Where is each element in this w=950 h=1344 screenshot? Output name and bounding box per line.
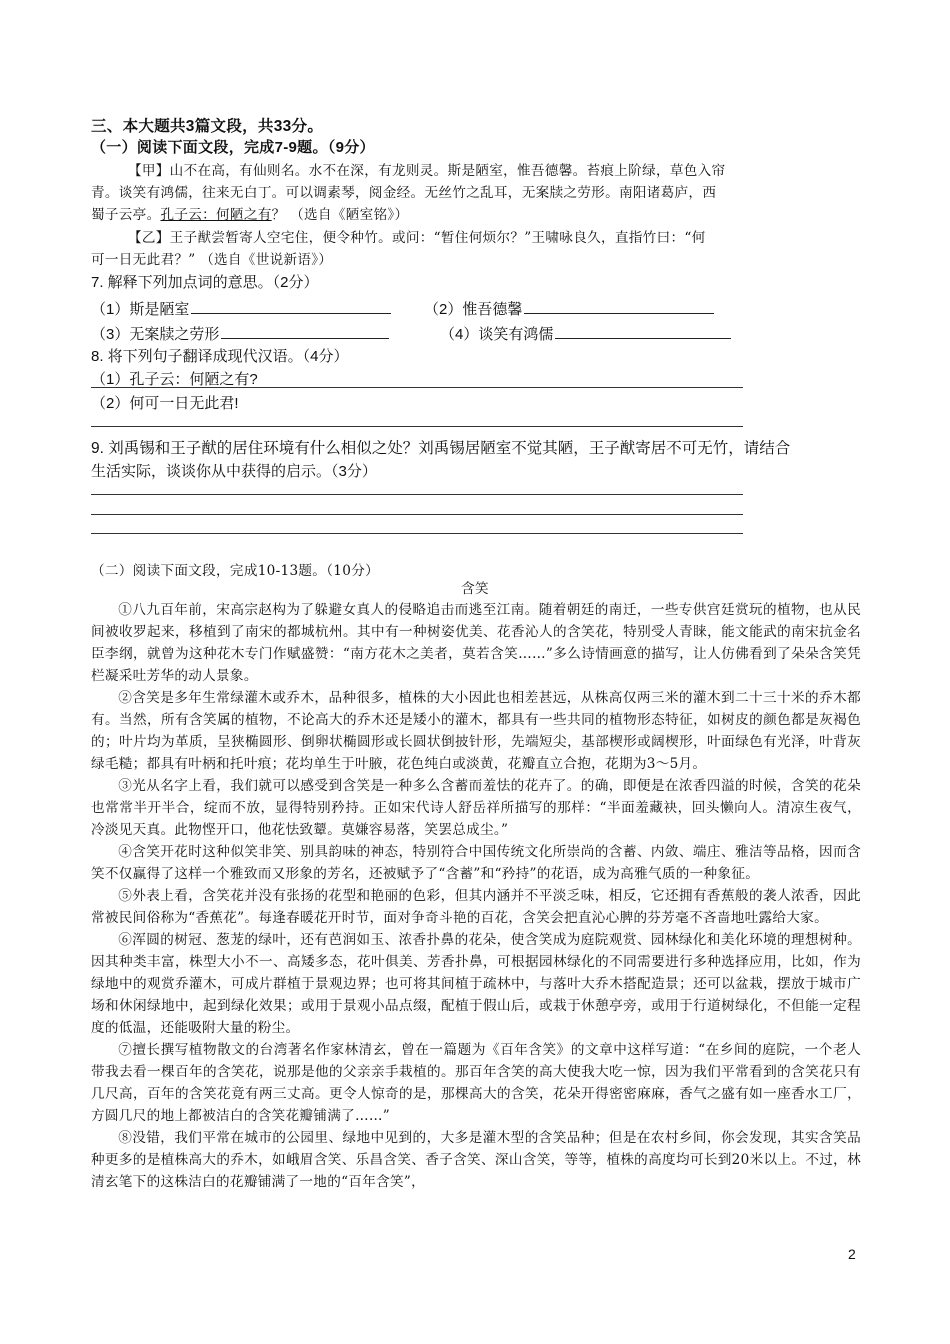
q7-stem: 7. 解释下列加点词的意思。（2分） [91, 274, 319, 291]
essay-paragraph: ⑤外表上看，含笑花并没有张扬的花型和艳丽的色彩，但其内涵并不平淡乏味，相反，它还拥有香蕉般的袭人浓香，因此常被民间俗称为“香蕉花”。每逢春暖花开时节，面对争奇斗艳的百花，含笑会把直沁心脾的芬芳毫不吝啬地吐露给大家。 [91, 888, 861, 926]
q7-item-1 [91, 297, 391, 321]
q7-item-4-label: （4）谈笑有鸿儒 [440, 326, 554, 343]
answer-line[interactable] [91, 533, 743, 534]
page-number: 2 [848, 1246, 856, 1262]
part2-title: （二）阅读下面文段，完成10-13题。（10分） [91, 563, 379, 579]
answer-line[interactable] [91, 514, 743, 515]
jia-line-1: 【甲】山不在高，有仙则名。水不在深，有龙则灵。斯是陋室，惟吾德馨。苔痕上阶绿，草色入帘 [128, 163, 726, 179]
section-heading: 三、本大题共3篇文段，共33分。 [91, 118, 324, 135]
yi-line-2: 可一日无此君？” （选自《世说新语》） [91, 252, 333, 268]
q7-item-3 [91, 322, 389, 346]
essay-paragraph: ①八九百年前，宋高宗赵构为了躲避女真人的侵略追击而逃至江南。随着朝廷的南迁，一些专供宫廷赏玩的植物，也从民间被收罗起来，移植到了南宋的都城杭州。其中有一种树姿优美、花香沁人的含笑花，特别受人青睐，能文能武的南宋抗金名臣李纲，就曾为这种花木专门作赋盛赞：“南方花木之美者，莫若含笑……”多么诗情画意的描写，让人仿佛看到了朵朵含笑凭栏凝采吐芳华的动人景象。 [91, 602, 861, 684]
answer-line[interactable] [91, 426, 743, 427]
yi-line-1: 【乙】王子猷尝暂寄人空宅住，便令种竹。或问：“暂住何烦尔？”王啸咏良久，直指竹曰：“何 [128, 230, 706, 246]
jia-line-2: 青。谈笑有鸿儒，往来无白丁。可以调素琴，阅金经。无丝竹之乱耳，无案牍之劳形。南阳诸葛庐，西 [91, 185, 717, 201]
q7-item-4 [440, 322, 731, 346]
q7-item-2-label: （2）惟吾德馨 [424, 301, 523, 318]
essay-paragraph: ②含笑是多年生常绿灌木或乔木，品种很多，植株的大小因此也相差甚远，从株高仅两三米的灌木到二十三十米的乔木都有。当然，所有含笑属的植物，不论高大的乔木还是矮小的灌木，都具有一些共同的植物形态特征，如树皮的颜色都是灰褐色的；叶片均为革质，呈狭椭圆形、倒卵状椭圆形或长圆状倒披针形，先端短尖，基部楔形或阔楔形，叶面绿色有光泽，叶背灰绿毛糙；都具有叶柄和托叶痕；花均单生于叶腋，花色纯白或淡黄，花瓣直立合抱，花期为3～5月。 [91, 690, 861, 772]
essay-paragraph: ④含笑开花时这种似笑非笑、别具韵味的神态，特别符合中国传统文化所崇尚的含蓄、内敛、端庄、雅洁等品格，因而含笑不仅赢得了这样一个雅致而又形象的芳名，还被赋予了“含蓄”和“矜持”的花语，成为高雅气质的一种象征。 [91, 844, 861, 882]
answer-line[interactable] [91, 494, 743, 495]
answer-line[interactable] [91, 387, 743, 388]
q8-stem: 8. 将下列句子翻译成现代汉语。（4分） [91, 348, 349, 365]
q8-item-2: （2）何可一日无此君! [91, 395, 239, 412]
q7-item-1-label: （1）斯是陋室 [91, 301, 190, 318]
q8-item-1: （1）孔子云：何陋之有? [91, 371, 258, 388]
essay-body [91, 599, 861, 1193]
answer-blank[interactable] [524, 297, 714, 314]
essay-title: 含笑 [461, 581, 489, 597]
jia-line-3 [91, 204, 408, 226]
q7-item-3-label: （3）无案牍之劳形 [91, 326, 220, 343]
jia-text: 蜀子云亭。 [91, 207, 161, 223]
q7-item-2 [424, 297, 714, 321]
part1-title: （一）阅读下面文段，完成7-9题。（9分） [91, 139, 375, 156]
answer-blank[interactable] [555, 322, 731, 339]
answer-blank[interactable] [221, 322, 389, 339]
essay-paragraph: ⑦擅长撰写植物散文的台湾著名作家林清玄，曾在一篇题为《百年含笑》的文章中这样写道：“在乡间的庭院，一个老人带我去看一棵百年的含笑花，说那是他的父亲亲手栽植的。那百年含笑的高大使我大吃一惊，因为我们平常看到的含笑花只有几尺高，百年的含笑花竟有两三丈高。更令人惊奇的是，那棵高大的含笑，花朵开得密密麻麻，香气之盛有如一座香水工厂，方圆几尺的地上都被洁白的含笑花瓣铺满了……” [91, 1042, 861, 1124]
q9-line-1: 9. 刘禹锡和王子猷的居住环境有什么相似之处？刘禹锡居陋室不觉其陋，王子猷寄居不可无竹，请结合 [91, 440, 791, 457]
essay-paragraph: ⑧没错，我们平常在城市的公园里、绿地中见到的，大多是灌木型的含笑品种；但是在农村乡间，你会发现，其实含笑品种更多的是植株高大的乔木，如峨眉含笑、乐昌含笑、香子含笑、深山含笑，等等，植株的高度均可长到20米以上。不过，林清玄笔下的这株洁白的花瓣铺满了一地的“百年含笑”， [91, 1130, 861, 1190]
answer-blank[interactable] [191, 297, 391, 314]
essay-paragraph: ⑥浑圆的树冠、葱茏的绿叶，还有芭润如玉、浓香扑鼻的花朵，使含笑成为庭院观赏、园林绿化和美化环境的理想树种。因其种类丰富，株型大小不一、高矮多态，花叶俱美、芳香扑鼻，可根据园林绿化的不同需要进行多种选择应用，比如，作为绿地中的观赏乔灌木，可成片群植于景观边界；也可将其间植于疏林中，与落叶大乔木搭配造景；还可以盆栽，摆放于城市广场和休闲绿地中，起到绿化效果；或用于景观小品点缀，配植于假山后，或栽于休憩亭旁，或用于行道树绿化，不但能一定程度的低温，还能吸附大量的粉尘。 [91, 932, 861, 1036]
jia-underlined-sentence: 孔子云：何陋之有 [160, 207, 272, 223]
jia-source: ？ （选自《陋室铭》） [271, 207, 409, 223]
essay-paragraph: ③光从名字上看，我们就可以感受到含笑是一种多么含蓄而羞怯的花卉了。的确，即便是在浓香四溢的时候，含笑的花朵也常常半开半合，绽而不放，显得特别矜持。正如宋代诗人舒岳祥所描写的那样：“半面羞藏袂，回头懒向人。清凉生夜气，冷淡见天真。此物悭开口，他花怯致颦。莫嫌容易落，笑罢总成尘。” [91, 778, 861, 838]
q9-line-2: 生活实际，谈谈你从中获得的启示。（3分） [91, 463, 377, 480]
